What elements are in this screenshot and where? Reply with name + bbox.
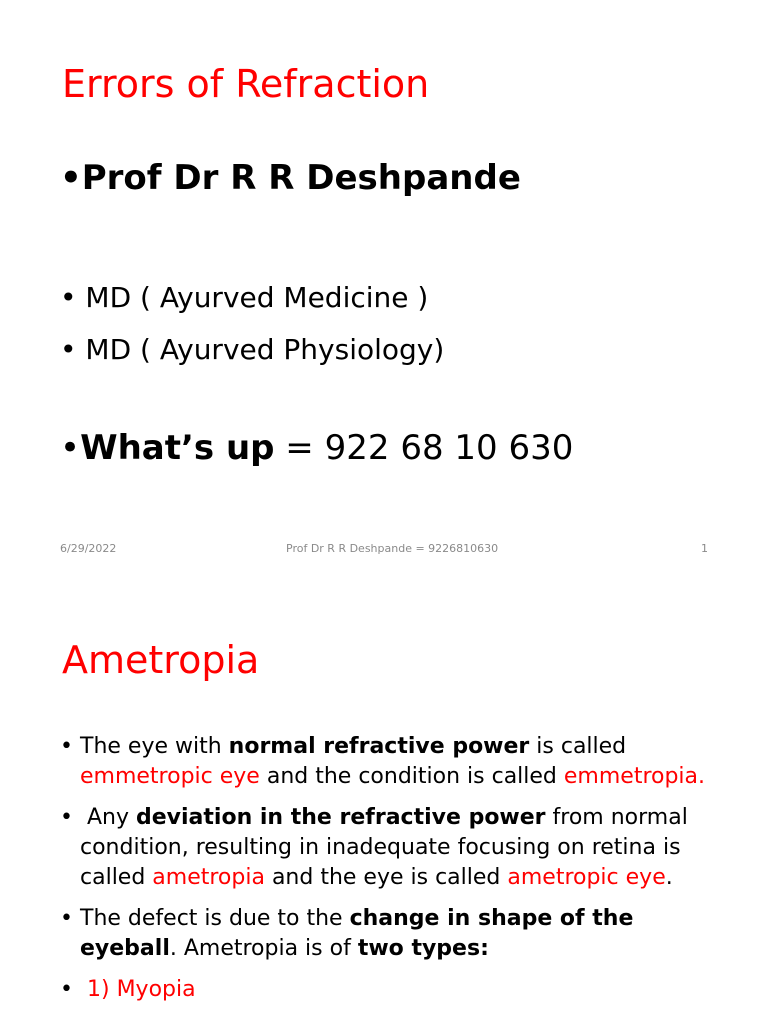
bold-text: deviation in the refractive power	[136, 805, 546, 830]
degree-text: MD ( Ayurved Medicine )	[85, 281, 429, 314]
whatsapp-label: What’s up	[80, 428, 275, 468]
whatsapp-number: 922 68 10 630	[324, 428, 574, 468]
bullet-list	[60, 732, 710, 1016]
slide-title: Ametropia	[62, 638, 260, 682]
bullet-dot: •	[60, 158, 82, 198]
text: and the condition is called	[259, 764, 564, 789]
bullet-dot: •	[60, 805, 73, 830]
slide-gap	[0, 576, 768, 592]
footer-text: Prof Dr R R Deshpande = 9226810630	[286, 542, 499, 555]
degree-text: MD ( Ayurved Physiology)	[85, 333, 445, 366]
text: The defect is due to the	[80, 906, 350, 931]
author-name: Prof Dr R R Deshpande	[81, 158, 521, 198]
bullet-dot: •	[60, 734, 73, 759]
bold-text: two types:	[357, 936, 489, 961]
text: .	[665, 865, 673, 890]
footer-date: 6/29/2022	[60, 542, 117, 555]
text: from normal condition, resulting in inadequate focusing on retina is called	[80, 805, 688, 890]
bold-text: change in shape of the eyeball	[80, 906, 634, 961]
text: The eye with	[80, 734, 229, 759]
text: and the eye is called	[264, 865, 508, 890]
bullet-dot: •	[60, 428, 81, 468]
bold-text: normal refractive power	[228, 734, 530, 759]
author-bullet	[60, 158, 521, 198]
bullet-item	[60, 732, 710, 792]
highlight-text: ametropic eye	[507, 865, 666, 890]
whatsapp-equals: =	[274, 428, 325, 468]
bullet-dot: •	[60, 281, 86, 314]
bullet-dot: •	[60, 977, 73, 1002]
degree-bullet-2	[60, 333, 444, 366]
highlight-text: emmetropic eye	[80, 764, 260, 789]
highlight-text: ametropia	[152, 865, 265, 890]
highlight-text: emmetropia.	[563, 764, 706, 789]
slide-2	[0, 592, 768, 1024]
slide-number: 1	[701, 542, 708, 555]
text: . Ametropia is of	[169, 936, 358, 961]
slide-title: Errors of Refraction	[62, 62, 430, 106]
highlight-text: 1) Myopia	[80, 977, 196, 1002]
text: Any	[80, 805, 136, 830]
bullet-item	[60, 803, 710, 893]
bullet-dot: •	[60, 333, 86, 366]
degree-bullet-1	[60, 281, 428, 314]
bullet-item	[60, 904, 710, 964]
bullet-item	[60, 975, 710, 1005]
bullet-dot: •	[60, 906, 73, 931]
whatsapp-bullet	[60, 428, 573, 468]
text: is called	[529, 734, 627, 759]
